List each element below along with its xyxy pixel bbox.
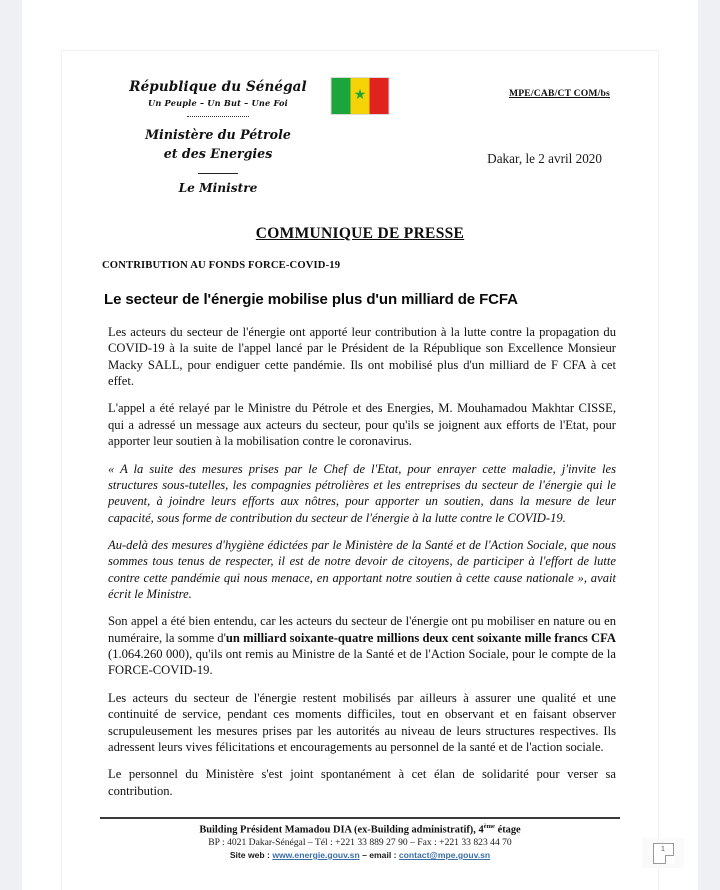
email-link[interactable]: contact@mpe.gouv.sn: [398, 850, 491, 860]
footer-email-label: – email :: [359, 850, 399, 860]
footer-contact: BP : 4021 Dakar-Sénégal – Tél : +221 33 889 27 90 – Fax : +221 33 823 44 70: [208, 837, 512, 848]
footer-divider: [100, 817, 620, 819]
body-paragraph: « A la suite des mesures prises par le Chef de l'Etat, pour enrayer cette maladie, j'invite les structures sous-tutelles, les compagnies pétrolières et les entreprises du secteur de l'énergie qui le peuvent, à joindre leurs efforts aux nôtres, pour apporter un soutien, dans la mesure de leur capacité, sous forme de contribution du secteur de l'énergie à la lutte contre le COVID-19.: [108, 461, 616, 525]
footer-web-label: Site web :: [229, 850, 273, 860]
senegal-flag-icon: [331, 77, 390, 115]
footer-address: [100, 823, 620, 835]
viewer-left-rail: [0, 0, 22, 890]
flag-band-yellow: [351, 78, 370, 114]
footer-address-ordinal: ème: [483, 822, 495, 830]
body-paragraph: Le personnel du Ministère s'est joint spontanément à cet élan de solidarité pour verser sa contribution.: [108, 767, 616, 798]
flag-star-icon: ★: [353, 88, 367, 103]
document-date: Dakar, le 2 avril 2020: [487, 151, 602, 166]
body-paragraph: [100, 613, 620, 678]
body-paragraph: L'appel a été relayé par le Ministre du Pétrole et des Energies, M. Mouhamadou Makhtar CISSE, qui a adressé un message aux acteurs du secteur, pour qu'ils se joignent aux efforts de l'Etat, pour apporter leur soutien à la mobilisation contre le coronavirus.: [108, 401, 616, 449]
body-paragraph: Les acteurs du secteur de l'énergie restent mobilisés par ailleurs à assurer une qualité et une continuité de service, pendant ces moments difficiles, tout en observant et en faisant observer scrupuleusement les mesures prises par les autorités au niveau de leurs structures respectives. Ils adressent leurs vives félicitations et encouragements au personnel de la santé et de l'action sociale.: [108, 690, 616, 754]
document-headline: Le secteur de l'énergie mobilise plus d'un milliard de FCFA: [104, 291, 518, 308]
footer-address-text: Building Président Mamadou DIA (ex-Building administratif), 4: [199, 824, 484, 835]
document-footer: [100, 817, 620, 860]
ministry-name-line1: Ministère du Pétrole: [145, 127, 291, 142]
national-motto: Un Peuple – Un But – Une Foi: [148, 98, 288, 108]
letterhead-divider-dashed: [187, 116, 249, 117]
paragraph-text: (1.064.260 000), qu'ils ont remis au Ministre de la Santé et de l'Action Sociale, pour le compte de la FORCE-COVID-19.: [108, 647, 616, 678]
letterhead-left-block: [108, 79, 328, 195]
footer-web-email: [100, 850, 620, 860]
flag-band-red: [370, 78, 389, 114]
viewer-right-rail: [698, 0, 720, 890]
page-corner-icon: 1: [653, 843, 674, 864]
ministry-name-line2: et des Energies: [163, 145, 273, 161]
body-paragraph: Au-delà des mesures d'hygiène édictées par le Ministère de la Santé et de l'Action Sociale, que nous sommes tous tenus de respecter, il est de notre devoir de citoyens, de participer à l'effort de lutte contre cette pandémie qui nous menace, en apportant notre soutien à cette cause nationale », avait écrit le Ministre.: [108, 537, 616, 602]
letterhead: [100, 51, 620, 219]
minister-label: Le Ministre: [178, 180, 258, 195]
document-body: [100, 324, 620, 799]
footer-address-tail: étage: [495, 824, 521, 835]
flag-band-green: [332, 78, 351, 114]
document-subtitle: CONTRIBUTION AU FONDS FORCE-COVID-19: [102, 260, 341, 271]
document-reference-code: MPE/CAB/CT COM/bs: [508, 88, 610, 99]
body-paragraph: Les acteurs du secteur de l'énergie ont apporté leur contribution à la lutte contre la propagation du COVID-19 à la suite de l'appel lancé par le Président de la République son Excellence Monsieur Macky SALL, pour endiguer cette pandémie. Ils ont mobilisé plus d'un milliard de F CFA à cet effet.: [108, 325, 616, 389]
document-sheet: [62, 51, 658, 890]
paragraph-text: Son appel a été bien entendu, car les acteurs du secteur de l'énergie ont pu mobiliser en nature ou en numéraire, la somme d': [108, 614, 616, 645]
page-title: COMMUNIQUE DE PRESSE: [255, 225, 465, 242]
letterhead-divider-solid: [198, 173, 238, 174]
website-link[interactable]: www.energie.gouv.sn: [272, 850, 360, 860]
page-number-badge: [642, 838, 684, 868]
amount-emphasis: un milliard soixante-quatre millions deux cent soixante mille francs CFA: [225, 630, 616, 645]
republic-title: République du Sénégal: [129, 79, 307, 95]
document-viewer: [22, 0, 698, 890]
